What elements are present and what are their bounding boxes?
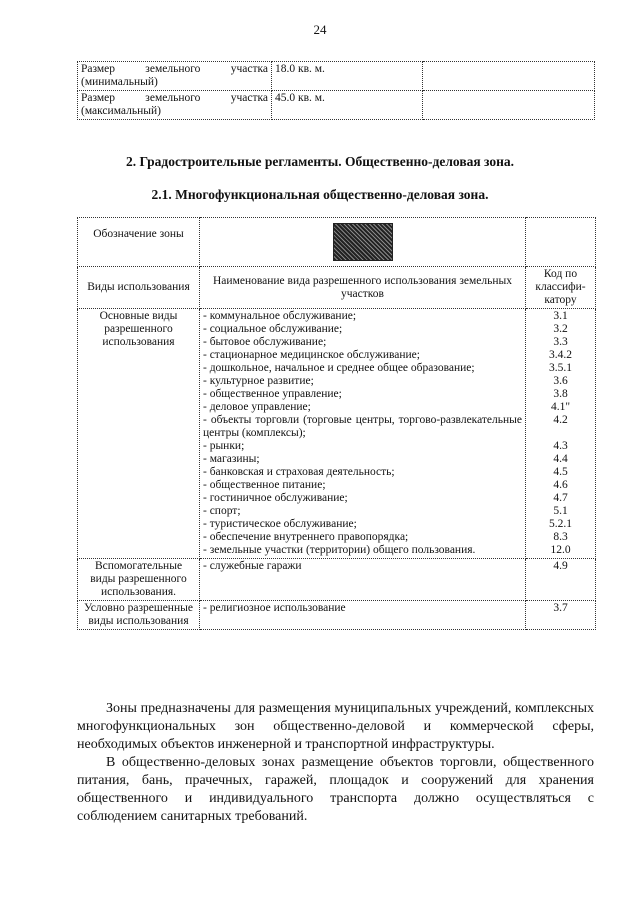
table-row: [78, 218, 596, 267]
size-value-min: 18.0 кв. м.: [272, 62, 423, 91]
conditional-use: - религиозное использование: [200, 601, 526, 630]
use-code: 3.1: [553, 310, 568, 322]
use-item: - обеспечение внутреннего правопорядка;: [203, 531, 409, 543]
conditional-uses-label: Условно разрешенные виды использования: [78, 601, 200, 630]
use-code: 3.4.2: [549, 349, 572, 361]
use-code: 4.6: [553, 479, 568, 491]
use-code: 8.3: [553, 531, 568, 543]
size-label-qualifier: (минимальный): [81, 76, 158, 88]
size-label-text: Размер земельного участка: [81, 63, 268, 75]
use-code: 4.5: [553, 466, 568, 478]
use-code: 3.2: [553, 323, 568, 335]
auxiliary-code: 4.9: [526, 559, 596, 601]
use-item: - гостиничное обслуживание;: [203, 492, 348, 504]
use-item: - спорт;: [203, 505, 241, 517]
table-row: [78, 62, 595, 91]
use-code: 4.1": [550, 401, 571, 413]
land-size-table: [77, 61, 595, 120]
size-label-max: [78, 91, 272, 120]
code-spacer: [529, 427, 592, 440]
empty-cell: [423, 91, 595, 120]
use-item: - магазины;: [203, 453, 260, 465]
use-item: - общественное управление;: [203, 388, 342, 400]
table-row: [78, 559, 596, 601]
header-use-type: Виды использования: [78, 267, 200, 309]
main-uses-label: Основные виды разрешенного использования: [78, 309, 200, 559]
zone-hatch-symbol: [333, 223, 393, 261]
page-number: 24: [313, 22, 327, 37]
size-label-min: [78, 62, 272, 91]
table-header-row: [78, 267, 596, 309]
use-code: 5.2.1: [549, 518, 572, 530]
auxiliary-uses-label: Вспомогательные виды разрешенного использования.: [78, 559, 200, 601]
use-code: 3.6: [553, 375, 568, 387]
empty-cell: [526, 218, 596, 267]
use-code: 3.8: [553, 388, 568, 400]
use-item: - дошкольное, начальное и среднее общее образование;: [203, 362, 475, 374]
use-item: - объекты торговли (торговые центры, торгово-развлекательные центры (комплексы);: [203, 414, 522, 439]
size-label-text: Размер земельного участка: [81, 92, 268, 104]
use-code: 4.4: [553, 453, 568, 465]
table-row: [78, 309, 596, 559]
empty-cell: [423, 62, 595, 91]
use-item: - общественное питание;: [203, 479, 326, 491]
paragraph: Зоны предназначены для размещения муниципальных учреждений, комплексных многофункциональных зон общественно-деловой и коммерческой сферы, необходимых объектов инженерной и транспортной инфраструктуры.: [77, 701, 594, 752]
zone-use-table: [77, 217, 596, 630]
subsection-heading: 2.1. Многофункциональная общественно-деловая зона.: [151, 187, 489, 202]
main-codes-list: [526, 309, 596, 559]
use-code: 4.2: [553, 414, 568, 426]
use-code: 12.0: [550, 544, 571, 556]
header-code: Код по классифи-катору: [526, 267, 596, 309]
use-code: 5.1: [553, 505, 568, 517]
use-item: - культурное развитие;: [203, 375, 314, 387]
body-text: [77, 700, 594, 826]
use-code: 3.5.1: [549, 362, 572, 374]
zone-designation-label: Обозначение зоны: [78, 218, 200, 267]
use-item: - коммунальное обслуживание;: [203, 310, 357, 322]
table-row: [78, 91, 595, 120]
table-row: [78, 601, 596, 630]
main-uses-list: [200, 309, 526, 559]
zone-symbol-cell: [200, 218, 526, 267]
use-item: - банковская и страховая деятельность;: [203, 466, 395, 478]
use-item: - рынки;: [203, 440, 245, 452]
use-code: 4.3: [553, 440, 568, 452]
use-item: - деловое управление;: [203, 401, 311, 413]
size-value-max: 45.0 кв. м.: [272, 91, 423, 120]
use-code: 4.7: [553, 492, 568, 504]
use-item: - бытовое обслуживание;: [203, 336, 327, 348]
conditional-code: 3.7: [526, 601, 596, 630]
use-code: 3.3: [553, 336, 568, 348]
use-item: - туристическое обслуживание;: [203, 518, 357, 530]
use-item: - земельные участки (территории) общего пользования.: [203, 544, 476, 556]
paragraph: В общественно-деловых зонах размещение объектов торговли, общественного питания, бань, прачечных, гаражей, площадок и сооружений для хранения общественного и индивидуального транспорта должно осуществляться с соблюдением санитарных требований.: [77, 755, 594, 824]
use-item: - стационарное медицинское обслуживание;: [203, 349, 420, 361]
section-heading: 2. Градостроительные регламенты. Общественно-деловая зона.: [125, 154, 515, 169]
header-use-name: Наименование вида разрешенного использования земельных участков: [200, 267, 526, 309]
size-label-qualifier: (максимальный): [81, 105, 161, 117]
use-item: - социальное обслуживание;: [203, 323, 343, 335]
auxiliary-use: - служебные гаражи: [200, 559, 526, 601]
